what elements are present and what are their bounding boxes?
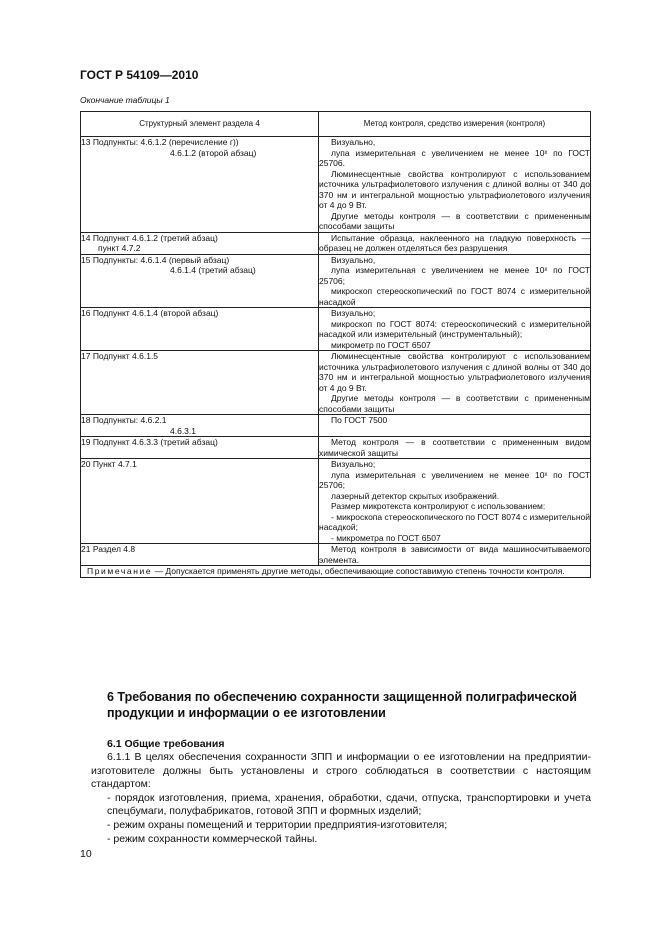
document-id: ГОСТ Р 54109—2010 — [80, 68, 199, 82]
list-item: - режим сохранности коммерческой тайны. — [107, 832, 318, 845]
paragraph: 6.1.1 В целях обеспечения сохранности ЗПП и информации о ее изготовлении на предприятии-изготовителе должны быть установлены и строго соблюдаться в соответствии с настоящим стандартом: — [91, 751, 591, 791]
method-text: Размер микротекста контролируют с использованием: — [331, 501, 546, 511]
subsection-title: 6.1 Общие требования — [107, 738, 225, 750]
method-text: По ГОСТ 7500 — [331, 415, 388, 425]
element-text: 4.6.3.1 — [170, 425, 196, 436]
method-text: Метод контроля в зависимости от вида машиносчитываемого элемента. — [319, 544, 590, 565]
element-text: 17 Подпункт 4.6.1.5 — [81, 351, 159, 361]
method-text: Другие методы контроля — в соответствии с примененным способами защиты — [319, 210, 590, 231]
control-methods-table — [80, 111, 591, 578]
method-text: Визуально, — [331, 137, 376, 147]
table-header-row — [81, 112, 591, 137]
column-header: Метод контроля, средство измерения (контроля) — [319, 112, 591, 137]
method-text: микроскоп стереоскопический по ГОСТ 8074 с измерительной насадкой — [319, 286, 590, 307]
section-body — [91, 751, 591, 846]
element-text: 21 Раздел 4.8 — [81, 544, 136, 554]
element-text: 16 Подпункт 4.6.1.4 (второй абзац) — [81, 308, 219, 318]
note-text: — Допускается применять другие методы, обеспечивающие сопоставимую степень точности контроля. — [152, 566, 565, 576]
table-row — [81, 544, 591, 566]
list-item: - режим охраны помещений и территории предприятия-изготовителя; — [107, 818, 448, 831]
method-text: микроскоп по ГОСТ 8074: стереоскопический с измерительной насадкой или измерительный (инструментальный); — [319, 318, 590, 339]
method-text: Другие методы контроля — в соответствии с примененным способами защиты — [319, 393, 590, 414]
table-row — [81, 232, 591, 254]
method-text: Метод контроля — в соответствии с примененным видом химической защиты — [319, 437, 590, 458]
method-text: Испытание образца, наклеенного на гладкую поверхность — образец не должен отделяться без разрушения — [319, 232, 590, 253]
table-row — [81, 437, 591, 459]
table-row — [81, 459, 591, 544]
table-row — [81, 351, 591, 415]
method-text: лазерный детектор скрытых изображений. — [331, 490, 500, 501]
table-note-row — [81, 566, 591, 578]
element-text: 18 Подпункты: 4.6.2.1 — [81, 415, 167, 425]
method-text: Люминесцентные свойства контролируют с использованием источника ультрафиолетового излучения с длиной волны от 340 до 370 нм и интегральной мощностью ультрафиолетового излучения от 4 до 9 Вт. — [319, 351, 590, 393]
method-text: Люминесцентные свойства контролируют с использованием источника ультрафиолетового излучения с длиной волны от 340 до 370 нм и интегральной мощностью ультрафиолетового излучения от 4 до 9 Вт. — [319, 168, 590, 210]
method-text: Визуально; — [331, 459, 376, 469]
table-caption: Окончание таблицы 1 — [80, 95, 170, 105]
method-text: микрометр по ГОСТ 6507 — [331, 339, 431, 350]
element-text: 14 Подпункт 4.6.1.2 (третий абзац) — [81, 232, 218, 243]
element-text: пункт 4.7.2 — [98, 243, 141, 253]
list-item: - порядок изготовления, приема, хранения, обработки, сдачи, отпуска, транспортировки и учета спецбумаги, полуфабрикатов, готовой ЗПП и формных изделий; — [107, 791, 591, 818]
element-text: 15 Подпункты: 4.6.1.4 (первый абзац) — [81, 254, 230, 265]
method-text: - микрометра по ГОСТ 6507 — [331, 532, 441, 543]
element-text: 19 Подпункт 4.6.3.3 (третий абзац) — [81, 437, 218, 447]
method-text: лупа измерительная с увеличением не менее 10ˣ по ГОСТ 25706. — [319, 147, 590, 168]
element-text: 20 Пункт 4.7.1 — [81, 459, 137, 469]
method-text: - микроскопа стереоскопического по ГОСТ 8074 с измерительной насадкой; — [319, 511, 590, 532]
table-row — [81, 254, 591, 308]
page-number: 10 — [80, 848, 92, 860]
section-title: 6 Требования по обеспечению сохранности защищенной полиграфической продукции и информации о ее изготовлении — [107, 690, 577, 720]
method-text: лупа измерительная с увеличением не менее 10ˣ по ГОСТ 25706; — [319, 265, 590, 286]
table-row — [81, 308, 591, 351]
element-text: 13 Подпункты: 4.6.1.2 (перечисление г)) — [81, 137, 239, 147]
element-text: 4.6.1.4 (третий абзац) — [170, 265, 256, 275]
note-label: Примечание — [87, 566, 153, 576]
element-text: 4.6.1.2 (второй абзац) — [170, 147, 257, 158]
method-text: Визуально; — [331, 308, 376, 318]
method-text: лупа измерительная с увеличением не менее 10ˣ по ГОСТ 25706; — [319, 469, 590, 490]
table-row — [81, 415, 591, 437]
column-header: Структурный элемент раздела 4 — [81, 112, 319, 137]
method-text: Визуально, — [331, 254, 376, 265]
table-row — [81, 137, 591, 233]
